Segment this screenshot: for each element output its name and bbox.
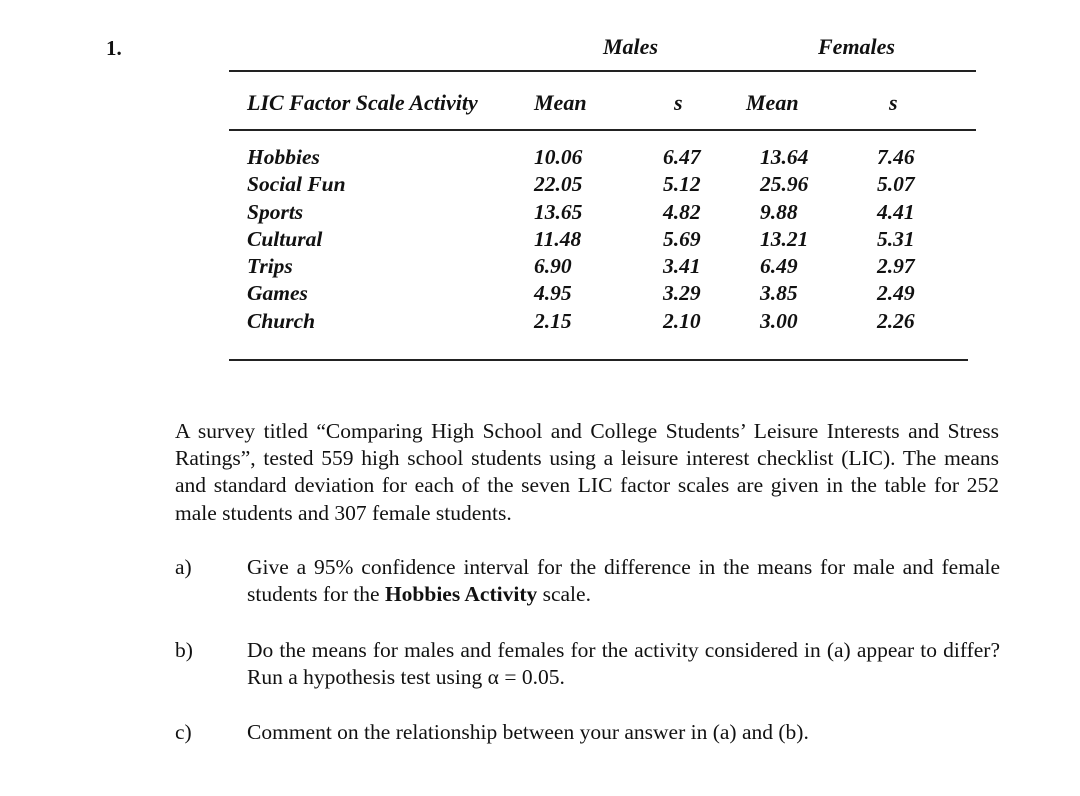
column-header-activity: LIC Factor Scale Activity xyxy=(247,90,478,115)
question-number: 1. xyxy=(106,36,122,60)
group-header-males: Males xyxy=(603,34,658,59)
part-b-text: Do the means for males and females for the activity considered in (a) appear to differ? Run a hypothesis test using α = 0.05. xyxy=(247,638,1000,690)
cell-male-s: 3.41 xyxy=(663,254,701,279)
cell-activity: Social Fun xyxy=(247,172,346,197)
cell-female-mean: 9.88 xyxy=(760,199,798,224)
cell-activity: Sports xyxy=(247,199,304,224)
cell-male-mean: 13.65 xyxy=(534,199,583,224)
column-header-male-mean: Mean xyxy=(534,90,587,115)
cell-male-mean: 10.06 xyxy=(534,145,583,169)
table-row xyxy=(0,308,1080,335)
cell-female-s: 2.49 xyxy=(877,281,915,306)
part-a-text xyxy=(247,554,1000,608)
cell-female-s: 7.46 xyxy=(877,145,915,169)
part-c-text: Comment on the relationship between your answer in (a) and (b). xyxy=(247,720,809,744)
cell-male-mean: 11.48 xyxy=(534,226,582,251)
table-row xyxy=(0,199,1080,226)
cell-activity: Hobbies xyxy=(247,145,320,169)
cell-female-mean: 3.85 xyxy=(760,281,798,306)
cell-activity: Church xyxy=(247,308,316,333)
cell-male-s: 4.82 xyxy=(663,199,701,224)
part-b xyxy=(175,637,1001,693)
table-header-rule xyxy=(229,129,976,131)
cell-female-s: 5.31 xyxy=(877,226,915,251)
cell-female-mean: 13.21 xyxy=(760,226,809,251)
part-a-label: a) xyxy=(175,555,192,579)
cell-female-mean: 25.96 xyxy=(760,172,809,197)
part-c xyxy=(175,719,1001,749)
group-header-females: Females xyxy=(818,34,895,59)
part-a-bold-term: Hobbies Activity xyxy=(384,582,538,607)
table-row xyxy=(0,253,1080,280)
cell-male-mean: 6.90 xyxy=(534,254,572,279)
cell-male-s: 5.69 xyxy=(663,226,701,251)
part-a-text-end: scale. xyxy=(537,582,591,607)
column-header-female-s: s xyxy=(889,90,898,115)
part-a xyxy=(175,554,1001,610)
cell-male-s: 6.47 xyxy=(663,145,701,169)
cell-activity: Cultural xyxy=(247,226,323,251)
cell-female-s: 4.41 xyxy=(877,199,915,224)
cell-female-s: 2.97 xyxy=(877,254,915,279)
problem-description: A survey titled “Comparing High School and College Students’ Leisure Interests and Stress Ratings”, tested 559 high school students using a leisure interest checklist (LIC). The means and standard deviation for each of the seven LIC factor scales are given in the table for 252 male students and 307 female students. xyxy=(175,419,999,525)
table-row xyxy=(0,226,1080,253)
cell-female-mean: 13.64 xyxy=(760,145,809,169)
cell-male-s: 2.10 xyxy=(663,308,701,333)
cell-male-s: 3.29 xyxy=(663,281,701,306)
column-header-male-s: s xyxy=(674,90,683,115)
cell-female-mean: 6.49 xyxy=(760,254,798,279)
table-row xyxy=(0,144,1080,171)
table-top-rule xyxy=(229,70,976,72)
cell-male-mean: 22.05 xyxy=(534,172,583,197)
column-header-female-mean: Mean xyxy=(746,90,799,115)
table-body xyxy=(0,144,1080,335)
cell-male-s: 5.12 xyxy=(663,172,701,197)
cell-female-mean: 3.00 xyxy=(760,308,798,333)
cell-female-s: 5.07 xyxy=(877,172,915,197)
part-a-text-start: Give a 95% confidence interval for the difference in the means for male and female students for the xyxy=(247,555,1000,607)
cell-female-s: 2.26 xyxy=(877,308,915,333)
part-b-label: b) xyxy=(175,638,193,662)
cell-activity: Trips xyxy=(247,254,293,279)
part-c-label: c) xyxy=(175,720,192,744)
cell-male-mean: 4.95 xyxy=(534,281,572,306)
table-bottom-rule xyxy=(229,359,968,361)
cell-activity: Games xyxy=(247,281,308,306)
cell-male-mean: 2.15 xyxy=(534,308,572,333)
table-row xyxy=(0,280,1080,307)
table-row xyxy=(0,171,1080,198)
